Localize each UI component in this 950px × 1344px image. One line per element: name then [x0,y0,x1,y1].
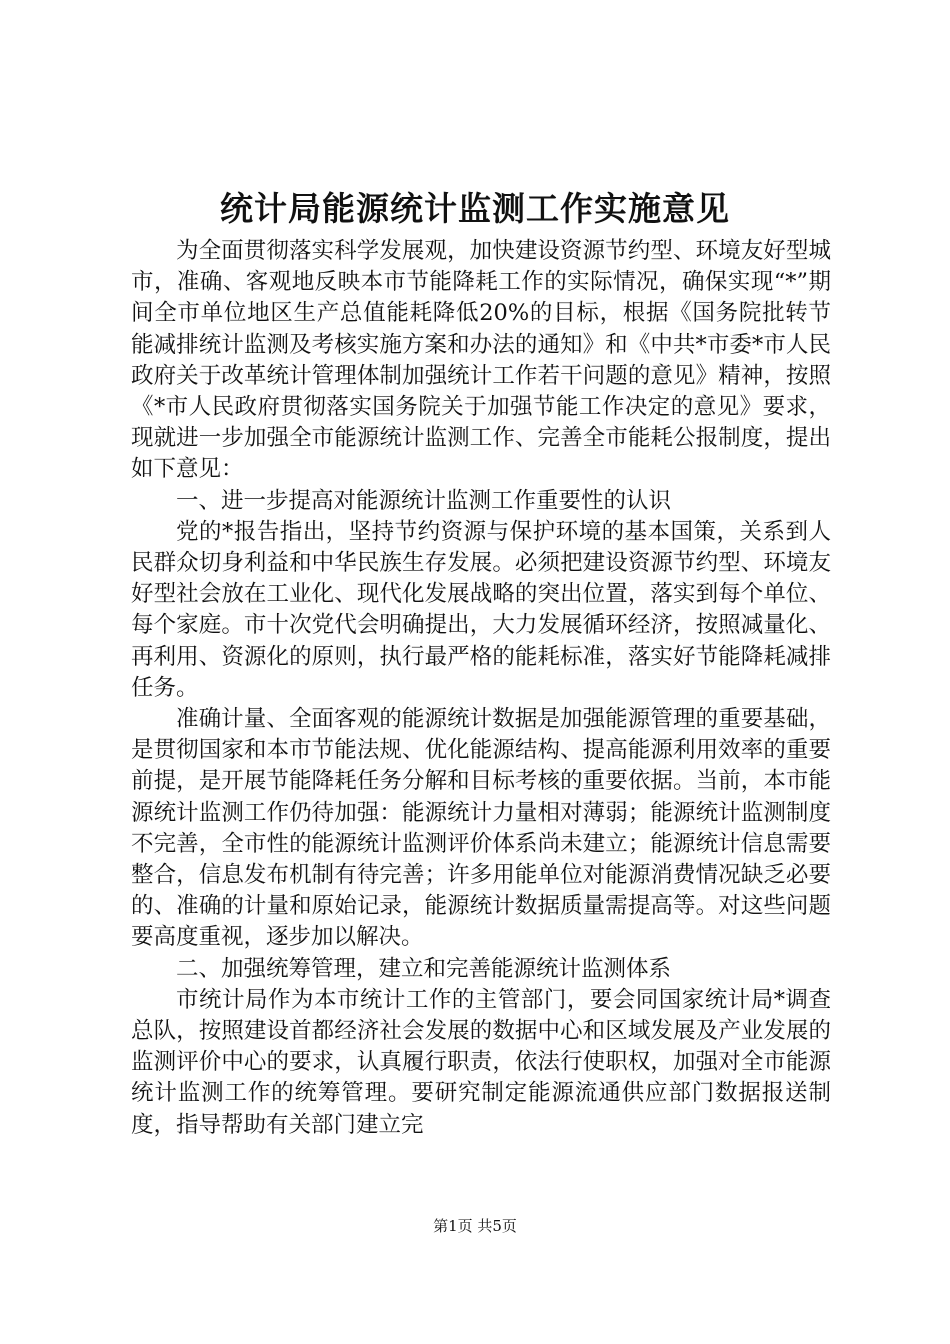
paragraph-intro: 为全面贯彻落实科学发展观，加快建设资源节约型、环境友好型城市，准确、客观地反映本市节能降耗工作的实际情况，确保实现“*”期间全市单位地区生产总值能耗降低20%的目标，根据《国务院批转节能减排统计监测及考核实施方案和办法的通知》和《中共*市委*市人民政府关于改革统计管理体制加强统计工作若干问题的意见》精神，按照《*市人民政府贯彻落实国务院关于加强节能工作决定的意见》要求，现就进一步加强全市能源统计监测工作、完善全市能耗公报制度，提出如下意见： [131,238,831,483]
document-title: 统计局能源统计监测工作实施意见 [220,189,730,228]
paragraph-party-report: 党的*报告指出，坚持节约资源与保护环境的基本国策，关系到人民群众切身利益和中华民族生存发展。必须把建设资源节约型、环境友好型社会放在工业化、现代化发展战略的突出位置，落实到每个单位、每个家庭。市十次党代会明确提出，大力发展循环经济，按照减量化、再利用、资源化的原则，执行最严格的能耗标准，落实好节能降耗减排任务。 [131,518,831,701]
section-heading-2: 二、加强统筹管理，建立和完善能源统计监测体系 [176,955,672,982]
paragraph-bureau-role: 市统计局作为本市统计工作的主管部门，要会同国家统计局*调查总队，按照建设首都经济社会发展的数据中心和区域发展及产业发展的监测评价中心的要求，认真履行职责，依法行使职权，加强对全市能源统计监测工作的统筹管理。要研究制定能源流通供应部门数据报送制度，指导帮助有关部门建立完 [131,986,831,1138]
paragraph-statistics-basis: 准确计量、全面客观的能源统计数据是加强能源管理的重要基础，是贯彻国家和本市节能法规、优化能源结构、提高能源利用效率的重要前提，是开展节能降耗任务分解和目标考核的重要依据。当前，本市能源统计监测工作仍待加强：能源统计力量相对薄弱；能源统计监测制度不完善，全市性的能源统计监测评价体系尚未建立；能源统计信息需要整合，信息发布机制有待完善；许多用能单位对能源消费情况缺乏必要的、准确的计量和原始记录，能源统计数据质量需提高等。对这些问题要高度重视，逐步加以解决。 [131,706,831,951]
page-number-footer: 第1页 共5页 [433,1217,517,1235]
document-body [131,236,831,1141]
section-heading-1: 一、进一步提高对能源统计监测工作重要性的认识 [176,487,672,514]
